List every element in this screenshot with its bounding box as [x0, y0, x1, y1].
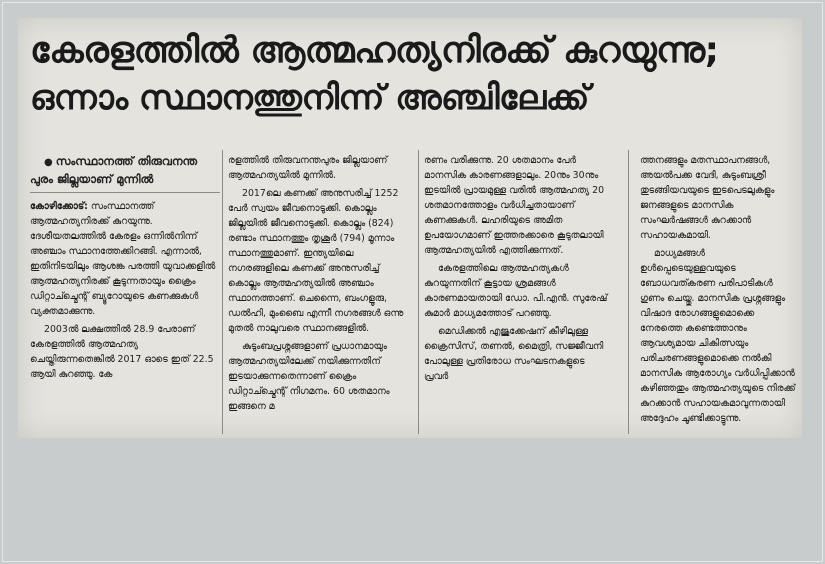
column-rule [222, 150, 223, 434]
paragraph: ത്തനങ്ങളും മതസ്ഥാപനങ്ങൾ, അയൽപക്ക വേദി, കുടുംബശ്രീ തുടങ്ങിയവയുടെ ഇടപെടലുകളും ജനങ്ങളുടെ മാനസിക സംഘർഷങ്ങൾ കുറക്കാൻ സഹായകമായി. [640, 155, 775, 241]
paragraph [30, 199, 220, 319]
headline-line-2: ഒന്നാം സ്ഥാനത്തുനിന്ന് അഞ്ചിലേക്ക് [30, 78, 589, 118]
headline-line-1: കേരളത്തിൽ ആത്മഹത്യനിരക്ക് കുറയുന്നു; [30, 30, 719, 71]
column-divider [30, 192, 220, 193]
paragraph: 2017ലെ കണക്ക് അനുസരിച്ച് 1252 പേർ സ്വയം ജീവനൊടുക്കി. കൊല്ലം ജില്ലയിൽ ജീവനൊടുക്കി. കൊല്ലം (824) രണ്ടാം സ്ഥാനത്തും തൃശൂർ (794) മൂന്നാം സ്ഥാനത്തുമാണ്. ഇന്ത്യയിലെ നഗരങ്ങളിലെ കണക്ക് അനുസരിച്ച് കൊല്ലം ആത്മഹത്യയിൽ അഞ്ചാം സ്ഥാനത്താണ്. ചെന്നൈ, ബംഗളൂരു, ഡൽഹി, മുംബൈ എന്നീ നഗരങ്ങൾ ഒന്നു മുതൽ നാലുവരെ സ്ഥാനങ്ങളിൽ. [228, 188, 404, 334]
story-highlight [30, 153, 220, 188]
article-column-3 [424, 153, 610, 435]
article-column-2 [228, 153, 414, 435]
paragraph: കേരളത്തിലെ ആത്മഹത്യകൾ കുറയുന്നതിന് കൂട്ടായ ശ്രമങ്ങൾ കാരണമായതായി ഡോ. പി.എൻ. സുരേഷ് കുമാർ മാധ്യമത്തോട് പറഞ്ഞു. [424, 263, 608, 319]
paragraph: 2003ൽ ലക്ഷത്തിൽ 28.9 പേരാണ് കേരളത്തിൽ ആത്മഹത്യ ചെയ്തിരുന്നതെങ്കിൽ 2017 ഓടെ ഇത് 22.5 ആയി കുറഞ്ഞു. കേ [30, 324, 214, 380]
column-rule [628, 150, 629, 434]
article-column-1 [30, 153, 220, 435]
article-column-4 [640, 153, 796, 435]
highlight-text: സംസ്ഥാനത്ത് തിരുവനന്ത പുരം ജില്ലയാണ് മുന്നിൽ [30, 154, 198, 186]
bullet-icon: ● [44, 157, 53, 168]
paragraph: മെഡിക്കൽ എജുക്കേഷന് കീഴിലുള്ള ക്രൈസിസ്, തണൽ, മൈത്രി, സജ്ജീവനി പോലുള്ള പ്രതിരോധ സംഘടനകളുടെ പ്രവർ [424, 326, 604, 382]
paragraph: കുടുംബപ്രശ്നങ്ങളാണ് പ്രധാനമായും ആത്മഹത്യയിലേക്ക് നയിക്കുന്നതിന് ഇടയാക്കുന്നതെന്നാണ് ക്രൈം ഡിറ്റാച്ച്മെന്റ് നിഗമനം. 60 ശതമാനം ഇങ്ങനെ മ [228, 341, 390, 412]
dateline: കോഴിക്കോട്: [30, 201, 88, 212]
paragraph: രണം വരിക്കുന്നു. 20 ശതമാനം പേർ മാനസിക കാരണങ്ങളാലും. 20നും 30നും ഇടയിൽ പ്രായമുള്ള വരിൽ ആത്മഹത്യ 20 ശതമാനത്തോളം വർധിച്ചതായാണ് കണക്കുകൾ. ലഹരിയുടെ അമിത ഉപയോഗമാണ് ഇത്തരക്കാരെ കൂടുതലായി ആത്മഹത്യയിൽ എത്തിക്കുന്നത്. [424, 155, 605, 256]
paragraph-text: സംസ്ഥാനത്ത് ആത്മഹത്യനിരക്ക് കുറയുന്നു. ദേശീയതലത്തിൽ കേരളം ഒന്നിൽനിന്ന് അഞ്ചാം സ്ഥാനത്തേക്കിറങ്ങി. എന്നാൽ, ഇതിനിടയിലും ആശങ്ക പരത്തി യുവാക്കളിൽ ആത്മഹത്യനിരക്ക് കൂടുന്നതായും ക്രൈം ഡിറ്റാച്ച്മെന്റ് ബ്യൂറോയുടെ കണക്കുകൾ വ്യക്തമാക്കുന്നു. [30, 201, 216, 317]
column-rule [418, 150, 419, 434]
paragraph: മാധ്യമങ്ങൾ ഉൾപ്പെടെയുള്ളവയുടെ ബോധവത്കരണ പരിപാടികൾ ഗുണം ചെയ്തു. മാനസിക പ്രശ്നങ്ങളും വിഷാദ രോഗങ്ങളുമൊക്കെ നേരത്തെ കണ്ടെത്താനും ആവശ്യമായ ചികിത്സയും പരിചരണങ്ങളുമൊക്കെ നൽകി മാനസിക ആരോഗ്യം വർധിപ്പിക്കാൻ കഴിഞ്ഞതും ആത്മഹത്യയുടെ നിരക്ക് കുറക്കാൻ സഹായകമാവുന്നതായി അദ്ദേഹം ചൂണ്ടിക്കാട്ടുന്നു. [640, 248, 796, 424]
paragraph: രളത്തിൽ തിരുവനന്തപുരം ജില്ലയാണ് ആത്മഹത്യയിൽ മുന്നിൽ. [228, 155, 388, 181]
newspaper-clipping [18, 18, 802, 438]
